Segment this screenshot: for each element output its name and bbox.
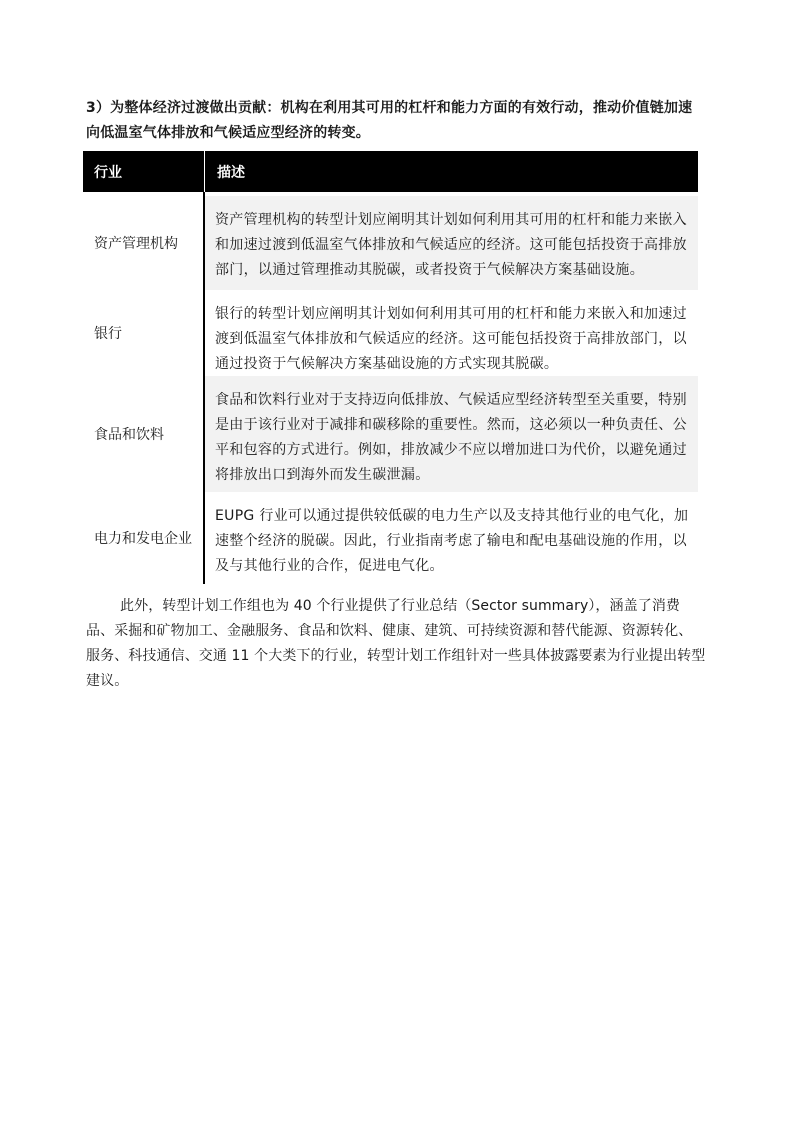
description-cell: 银行的转型计划应阐明其计划如何利用其可用的杠杆和能力来嵌入和加速过渡到低温室气体排放和气候适应的经济。这可能包括投资于高排放部门，以通过投资于气候解决方案基础设施的方式实现其脱碳。 — [215, 306, 687, 372]
table-row — [83, 196, 698, 290]
header-industry: 行业 — [83, 151, 205, 192]
table-header — [83, 151, 698, 192]
table-row — [83, 492, 698, 584]
table-row — [83, 290, 698, 376]
sector-table — [83, 151, 698, 584]
description-cell: 食品和饮料行业对于支持迈向低排放、气候适应型经济转型至关重要，特别是由于该行业对于减排和碳移除的重要性。然而，这必须以一种负责任、公平和包容的方式进行。例如，排放减少不应以增加进口为代价，以避免通过将排放出口到海外而发生碳泄漏。 — [205, 376, 698, 492]
industry-cell: 电力和发电企业 — [83, 492, 205, 584]
section-heading: 3）为整体经济过渡做出贡献：机构在利用其可用的杠杆和能力方面的有效行动，推动价值链加速向低温室气体排放和气候适应型经济的转变。 — [86, 100, 693, 141]
description-cell: 资产管理机构的转型计划应阐明其计划如何利用其可用的杠杆和能力来嵌入和加速过渡到低温室气体排放和气候适应的经济。这可能包括投资于高排放部门，以通过管理推动其脱碳，或者投资于气候解决方案基础设施。 — [205, 196, 698, 290]
description-cell: EUPG 行业可以通过提供较低碳的电力生产以及支持其他行业的电气化，加速整个经济的脱碳。因此，行业指南考虑了输电和配电基础设施的作用，以及与其他行业的合作，促进电气化。 — [215, 508, 689, 574]
industry-cell: 食品和饮料 — [83, 376, 205, 492]
table-row — [83, 376, 698, 492]
body-paragraph: 此外，转型计划工作组也为 40 个行业提供了行业总结（Sector summary），涵盖了消费品、采掘和矿物加工、金融服务、食品和饮料、健康、建筑、可持续资源和替代能源、资源转化、服务、科技通信、交通 11 个大类下的行业，转型计划工作组针对一些具体披露要素为行业提出转型建议。 — [86, 598, 706, 689]
header-description: 描述 — [217, 164, 245, 181]
industry-cell: 资产管理机构 — [83, 196, 205, 290]
industry-cell: 银行 — [83, 290, 205, 376]
table-body — [83, 192, 698, 584]
